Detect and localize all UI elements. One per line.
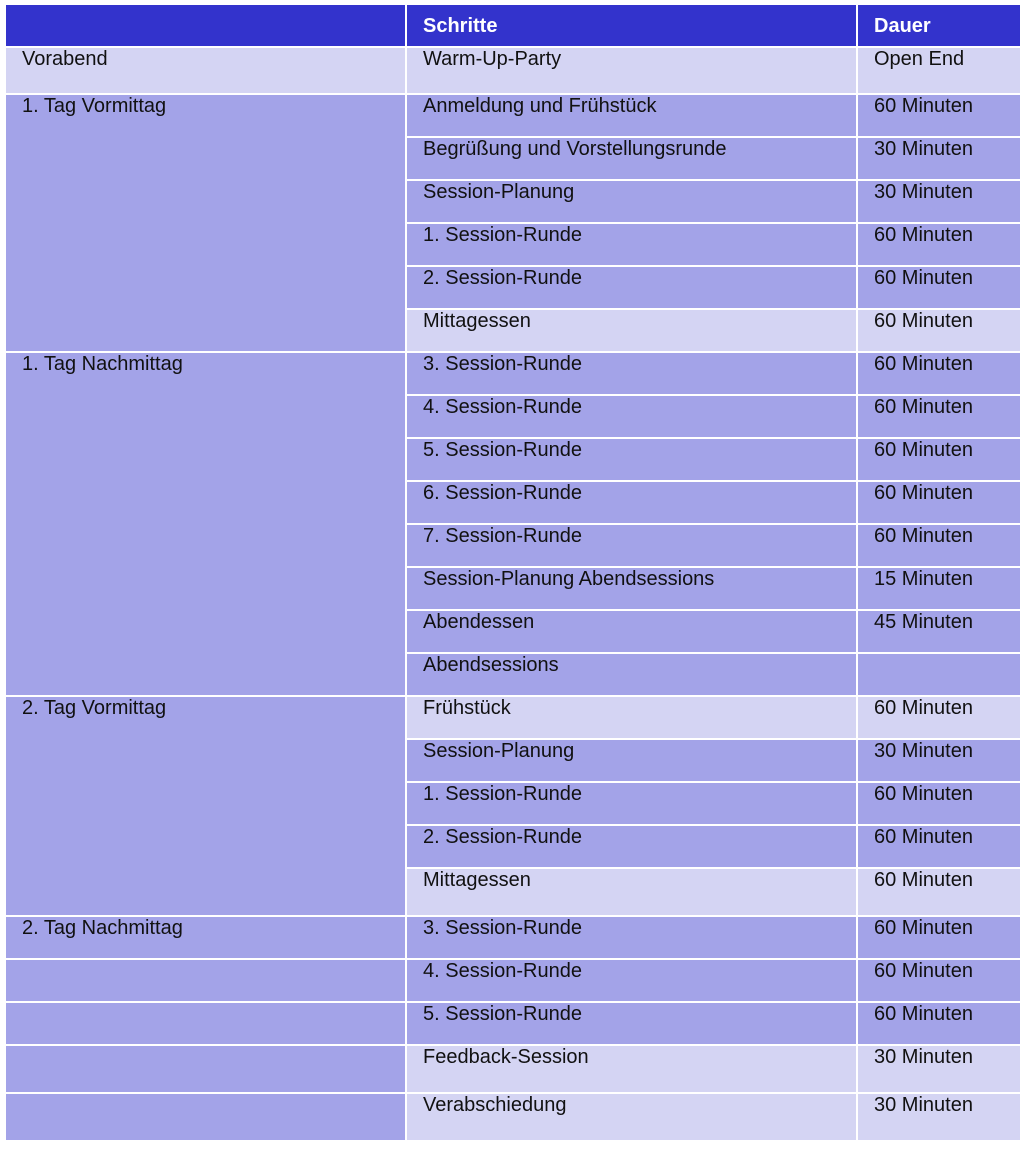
duration-cell: 60 Minuten: [857, 223, 1021, 266]
duration-cell: 60 Minuten: [857, 868, 1021, 916]
phase-cell: [5, 1093, 406, 1141]
duration-cell: 60 Minuten: [857, 1002, 1021, 1045]
step-cell: Warm-Up-Party: [406, 47, 857, 94]
duration-cell: 60 Minuten: [857, 782, 1021, 825]
step-cell: Frühstück: [406, 696, 857, 739]
step-cell: Mittagessen: [406, 868, 857, 916]
duration-cell: 30 Minuten: [857, 1093, 1021, 1141]
table-row: [5, 696, 1021, 739]
table-row: [5, 1093, 1021, 1141]
duration-cell: 30 Minuten: [857, 739, 1021, 782]
header-steps: Schritte: [406, 4, 857, 47]
step-cell: Abendsessions: [406, 653, 857, 696]
duration-cell: 60 Minuten: [857, 825, 1021, 868]
step-cell: Anmeldung und Frühstück: [406, 94, 857, 137]
phase-cell: 2. Tag Vormittag: [5, 696, 406, 916]
header-duration: Dauer: [857, 4, 1021, 47]
step-cell: Verabschiedung: [406, 1093, 857, 1141]
step-cell: Abendessen: [406, 610, 857, 653]
duration-cell: 45 Minuten: [857, 610, 1021, 653]
phase-cell: 2. Tag Nachmittag: [5, 916, 406, 959]
table-row: [5, 1045, 1021, 1093]
duration-cell: 60 Minuten: [857, 438, 1021, 481]
table-row: [5, 1002, 1021, 1045]
table-row: [5, 47, 1021, 94]
duration-cell: 60 Minuten: [857, 696, 1021, 739]
phase-cell: 1. Tag Vormittag: [5, 94, 406, 352]
step-cell: 2. Session-Runde: [406, 266, 857, 309]
step-cell: 7. Session-Runde: [406, 524, 857, 567]
schedule-body: [5, 47, 1021, 1141]
step-cell: Begrüßung und Vorstellungsrunde: [406, 137, 857, 180]
step-cell: 1. Session-Runde: [406, 782, 857, 825]
table-row: [5, 959, 1021, 1002]
phase-cell: [5, 1045, 406, 1093]
duration-cell: 60 Minuten: [857, 959, 1021, 1002]
step-cell: Session-Planung: [406, 739, 857, 782]
step-cell: 2. Session-Runde: [406, 825, 857, 868]
step-cell: 4. Session-Runde: [406, 959, 857, 1002]
duration-cell: [857, 653, 1021, 696]
header-row: [5, 4, 1021, 47]
phase-cell: [5, 959, 406, 1002]
step-cell: 4. Session-Runde: [406, 395, 857, 438]
step-cell: 1. Session-Runde: [406, 223, 857, 266]
phase-cell: 1. Tag Nachmittag: [5, 352, 406, 696]
duration-cell: Open End: [857, 47, 1021, 94]
step-cell: Feedback-Session: [406, 1045, 857, 1093]
step-cell: Session-Planung Abendsessions: [406, 567, 857, 610]
duration-cell: 60 Minuten: [857, 395, 1021, 438]
step-cell: 5. Session-Runde: [406, 438, 857, 481]
duration-cell: 30 Minuten: [857, 1045, 1021, 1093]
phase-cell: [5, 1002, 406, 1045]
duration-cell: 60 Minuten: [857, 916, 1021, 959]
phase-cell: Vorabend: [5, 47, 406, 94]
duration-cell: 60 Minuten: [857, 94, 1021, 137]
step-cell: 3. Session-Runde: [406, 352, 857, 395]
duration-cell: 60 Minuten: [857, 481, 1021, 524]
table-row: [5, 352, 1021, 395]
step-cell: Session-Planung: [406, 180, 857, 223]
duration-cell: 60 Minuten: [857, 352, 1021, 395]
duration-cell: 30 Minuten: [857, 137, 1021, 180]
header-phase: [5, 4, 406, 47]
table-row: [5, 94, 1021, 137]
duration-cell: 30 Minuten: [857, 180, 1021, 223]
step-cell: Mittagessen: [406, 309, 857, 352]
step-cell: 5. Session-Runde: [406, 1002, 857, 1045]
step-cell: 3. Session-Runde: [406, 916, 857, 959]
duration-cell: 15 Minuten: [857, 567, 1021, 610]
duration-cell: 60 Minuten: [857, 266, 1021, 309]
step-cell: 6. Session-Runde: [406, 481, 857, 524]
duration-cell: 60 Minuten: [857, 309, 1021, 352]
table-row: [5, 916, 1021, 959]
schedule-table: [4, 3, 1022, 1142]
duration-cell: 60 Minuten: [857, 524, 1021, 567]
